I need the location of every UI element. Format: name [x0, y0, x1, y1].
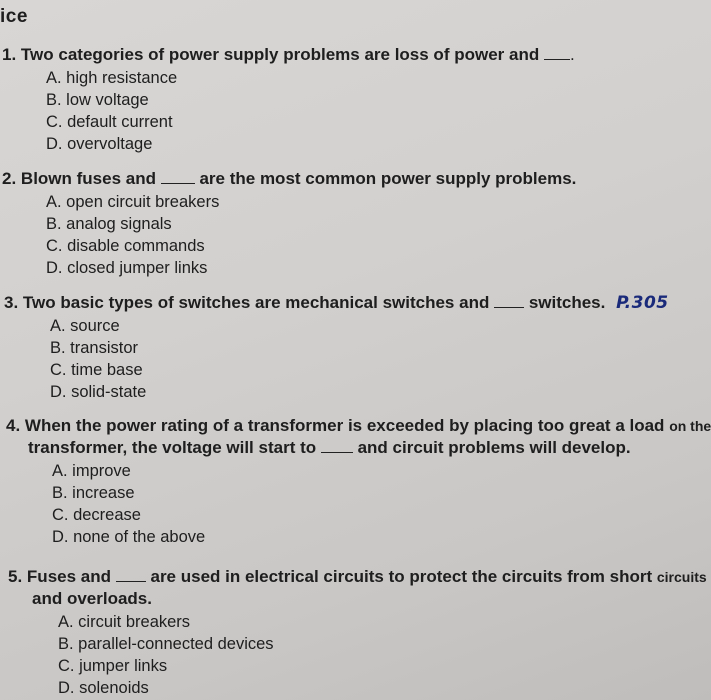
question-number: 5.: [8, 567, 23, 586]
option-c: C. jumper links: [58, 657, 168, 675]
options-list: [2, 67, 682, 155]
question-text-small: circuits: [656, 569, 707, 585]
answer-blank: [116, 567, 146, 582]
option-a: A. improve: [52, 462, 131, 480]
option-d: D. closed jumper links: [46, 259, 208, 277]
option-b: B. parallel-connected devices: [58, 635, 274, 653]
answer-blank: [161, 169, 195, 184]
options-list: [8, 611, 688, 699]
option-a: A. open circuit breakers: [46, 193, 220, 211]
question-text: Two categories of power supply problems are loss of power and: [20, 45, 540, 64]
option-d: D. overvoltage: [46, 135, 153, 153]
question-text-end: switches.: [528, 293, 606, 312]
options-list: [6, 460, 686, 548]
option-a: A. source: [50, 317, 120, 335]
question-text-end: are the most common power supply problems.: [199, 169, 577, 188]
option-c: C. time base: [50, 361, 143, 379]
option-b: B. low voltage: [46, 91, 149, 109]
question-stem-line-2: [6, 437, 686, 459]
option-d: D. solid-state: [50, 383, 147, 401]
question-stem: [2, 168, 682, 190]
question-stem-line-2: [8, 588, 688, 610]
option-b: B. analog signals: [46, 215, 172, 233]
question-text-end: .: [569, 45, 575, 64]
option-b: B. transistor: [50, 339, 139, 357]
option-c: C. disable commands: [46, 237, 205, 255]
question-number: 2.: [2, 169, 17, 188]
option-c: C. default current: [46, 113, 173, 131]
question-text: When the power rating of a transformer is exceeded by placing too great a load: [24, 416, 665, 435]
question-text-mid: are used in electrical circuits to protect the circuits from short: [150, 567, 653, 586]
question-number: 4.: [6, 416, 21, 435]
option-a: A. circuit breakers: [58, 613, 191, 631]
question-stem: [2, 44, 682, 66]
options-list: [4, 315, 684, 403]
option-b: B. increase: [52, 484, 135, 502]
question-2: [2, 168, 682, 279]
answer-blank: [494, 293, 524, 308]
question-text: Two basic types of switches are mechanical switches and: [22, 293, 490, 312]
question-stem: [4, 292, 684, 314]
question-number: 3.: [4, 293, 19, 312]
question-number: 1.: [2, 45, 17, 64]
question-text: Blown fuses and: [20, 169, 156, 188]
question-text-end: and circuit problems will develop.: [357, 438, 631, 457]
answer-blank: [321, 438, 353, 453]
option-a: A. high resistance: [46, 69, 178, 87]
option-d: D. none of the above: [52, 528, 206, 546]
option-d: D. solenoids: [58, 679, 149, 697]
question-text: transformer, the voltage will start to: [28, 438, 317, 457]
question-1: [2, 44, 682, 155]
question-stem: [6, 415, 711, 437]
question-3: [4, 292, 684, 403]
options-list: [2, 191, 682, 279]
question-text: Fuses and: [26, 567, 112, 586]
handwritten-page-note: P.305: [616, 293, 669, 313]
option-c: C. decrease: [52, 506, 141, 524]
answer-blank: [544, 45, 570, 60]
question-text: and overloads.: [32, 589, 152, 608]
question-stem: [8, 566, 707, 588]
question-5: [8, 566, 707, 699]
page-header: ice: [0, 6, 28, 27]
question-text-small: on the: [669, 418, 711, 434]
question-4: [6, 415, 711, 548]
